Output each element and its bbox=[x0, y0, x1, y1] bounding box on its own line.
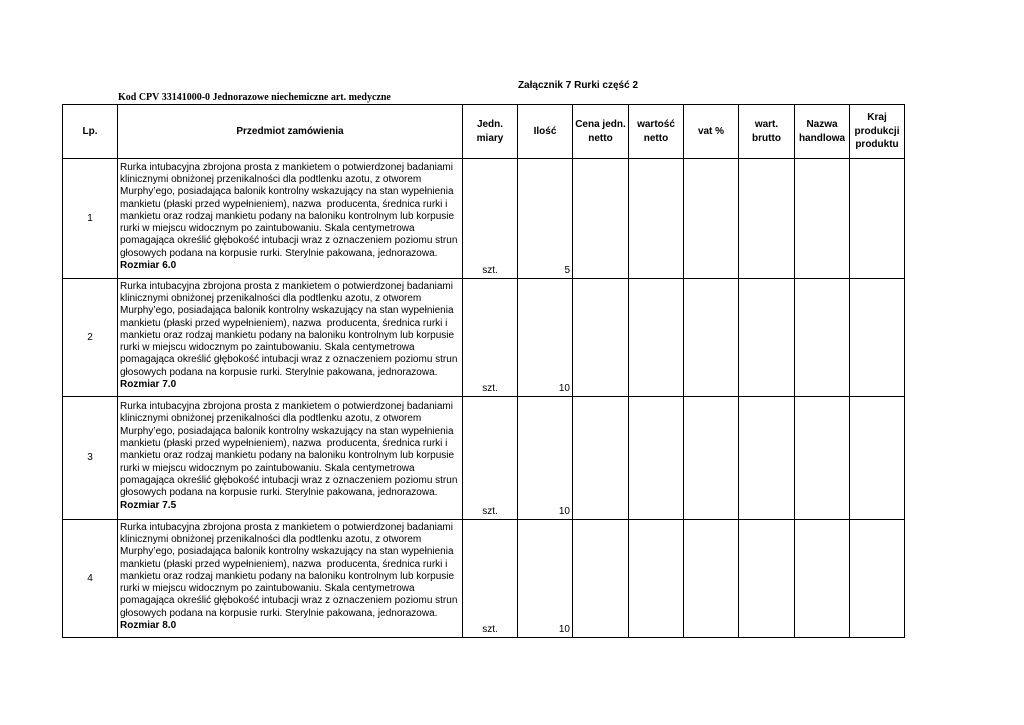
order-table bbox=[62, 104, 905, 638]
vat-cell bbox=[684, 279, 739, 397]
unit-net-price-cell bbox=[573, 397, 629, 520]
header-net-value: wartość netto bbox=[629, 105, 684, 159]
row-number: 2 bbox=[63, 279, 118, 397]
item-size: Rozmiar 8.0 bbox=[120, 620, 177, 632]
header-gross-value: wart. brutto bbox=[739, 105, 795, 159]
header-vat: vat % bbox=[684, 105, 739, 159]
row-number: 4 bbox=[63, 520, 118, 638]
header-item: Przedmiot zamówienia bbox=[118, 105, 463, 159]
header-trade-name: Nazwa handlowa bbox=[795, 105, 850, 159]
vat-cell bbox=[684, 520, 739, 638]
quantity-cell: 5 bbox=[518, 159, 573, 279]
table-row bbox=[63, 397, 905, 520]
item-description-cell bbox=[118, 279, 463, 397]
row-number: 1 bbox=[63, 159, 118, 279]
country-cell bbox=[850, 397, 905, 520]
table-row bbox=[63, 159, 905, 279]
quantity-cell: 10 bbox=[518, 397, 573, 520]
unit-cell: szt. bbox=[463, 159, 518, 279]
trade-name-cell bbox=[795, 397, 850, 520]
trade-name-cell bbox=[795, 159, 850, 279]
item-description-cell bbox=[118, 397, 463, 520]
quantity-cell: 10 bbox=[518, 279, 573, 397]
table-row bbox=[63, 279, 905, 397]
net-value-cell bbox=[629, 397, 684, 520]
gross-value-cell bbox=[739, 397, 795, 520]
country-cell bbox=[850, 520, 905, 638]
net-value-cell bbox=[629, 520, 684, 638]
item-description: Rurka intubacyjna zbrojona prosta z mankietem o potwierdzonej badaniami klinicznymi obniżonej przenikalności dla podtlenku azotu, z otworem Murphy’ego, posiadająca balonik kontrolny wskazujący na stan wypełnienia mankietu (płaski przed wypełnieniem), nazwa producenta, średnica rurki i mankietu oraz rodzaj mankietu podany na baloniku kontrolnym lub korpusie rurki w miejscu widocznym po zaintubowaniu. Skala centymetrowa pomagająca określić głębokość intubacji wraz z oznaczeniem poziomu strun głosowych podana na korpusie rurki. Sterylnie pakowana, jednorazowa. bbox=[120, 401, 458, 499]
item-size: Rozmiar 7.0 bbox=[120, 379, 177, 391]
header-lp: Lp. bbox=[63, 105, 118, 159]
unit-cell: szt. bbox=[463, 279, 518, 397]
item-size: Rozmiar 6.0 bbox=[120, 260, 177, 272]
row-number: 3 bbox=[63, 397, 118, 520]
header-country: Kraj produkcji produktu bbox=[850, 105, 905, 159]
item-description: Rurka intubacyjna zbrojona prosta z mankietem o potwierdzonej badaniami klinicznymi obniżonej przenikalności dla podtlenku azotu, z otworem Murphy’ego, posiadająca balonik kontrolny wskazujący na stan wypełnienia mankietu (płaski przed wypełnieniem), nazwa producenta, średnica rurki i mankietu oraz rodzaj mankietu podany na baloniku kontrolnym lub korpusie rurki w miejscu widocznym po zaintubowaniu. Skala centymetrowa pomagająca określić głębokość intubacji wraz z oznaczeniem poziomu strun głosowych podana na korpusie rurki. Sterylnie pakowana, jednorazowa. bbox=[120, 161, 458, 259]
net-value-cell bbox=[629, 279, 684, 397]
vat-cell bbox=[684, 159, 739, 279]
country-cell bbox=[850, 159, 905, 279]
gross-value-cell bbox=[739, 159, 795, 279]
header-quantity: Ilość bbox=[518, 105, 573, 159]
gross-value-cell bbox=[739, 279, 795, 397]
item-description-cell bbox=[118, 520, 463, 638]
item-description-cell bbox=[118, 159, 463, 279]
header-row bbox=[63, 105, 905, 159]
vat-cell bbox=[684, 397, 739, 520]
document-title: Załącznik 7 Rurki część 2 bbox=[517, 80, 639, 91]
unit-net-price-cell bbox=[573, 520, 629, 638]
quantity-cell: 10 bbox=[518, 520, 573, 638]
unit-net-price-cell bbox=[573, 279, 629, 397]
country-cell bbox=[850, 279, 905, 397]
trade-name-cell bbox=[795, 279, 850, 397]
net-value-cell bbox=[629, 159, 684, 279]
unit-cell: szt. bbox=[463, 520, 518, 638]
header-unit-net-price: Cena jedn. netto bbox=[573, 105, 629, 159]
item-description: Rurka intubacyjna zbrojona prosta z mankietem o potwierdzonej badaniami klinicznymi obniżonej przenikalności dla podtlenku azotu, z otworem Murphy’ego, posiadająca balonik kontrolny wskazujący na stan wypełnienia mankietu (płaski przed wypełnieniem), nazwa producenta, średnica rurki i mankietu oraz rodzaj mankietu podany na baloniku kontrolnym lub korpusie rurki w miejscu widocznym po zaintubowaniu. Skala centymetrowa pomagająca określić głębokość intubacji wraz z oznaczeniem poziomu strun głosowych podana na korpusie rurki. Sterylnie pakowana, jednorazowa. bbox=[120, 521, 458, 619]
item-description: Rurka intubacyjna zbrojona prosta z mankietem o potwierdzonej badaniami klinicznymi obniżonej przenikalności dla podtlenku azotu, z otworem Murphy’ego, posiadająca balonik kontrolny wskazujący na stan wypełnienia mankietu (płaski przed wypełnieniem), nazwa producenta, średnica rurki i mankietu oraz rodzaj mankietu podany na baloniku kontrolnym lub korpusie rurki w miejscu widocznym po zaintubowaniu. Skala centymetrowa pomagająca określić głębokość intubacji wraz z oznaczeniem poziomu strun głosowych podana na korpusie rurki. Sterylnie pakowana, jednorazowa. bbox=[120, 280, 458, 378]
table-row bbox=[63, 520, 905, 638]
trade-name-cell bbox=[795, 520, 850, 638]
gross-value-cell bbox=[739, 520, 795, 638]
item-size: Rozmiar 7.5 bbox=[120, 499, 177, 511]
header-unit: Jedn. miary bbox=[463, 105, 518, 159]
cpv-code-subtitle: Kod CPV 33141000-0 Jednorazowe niechemiczne art. medyczne bbox=[118, 92, 391, 103]
unit-cell: szt. bbox=[463, 397, 518, 520]
unit-net-price-cell bbox=[573, 159, 629, 279]
